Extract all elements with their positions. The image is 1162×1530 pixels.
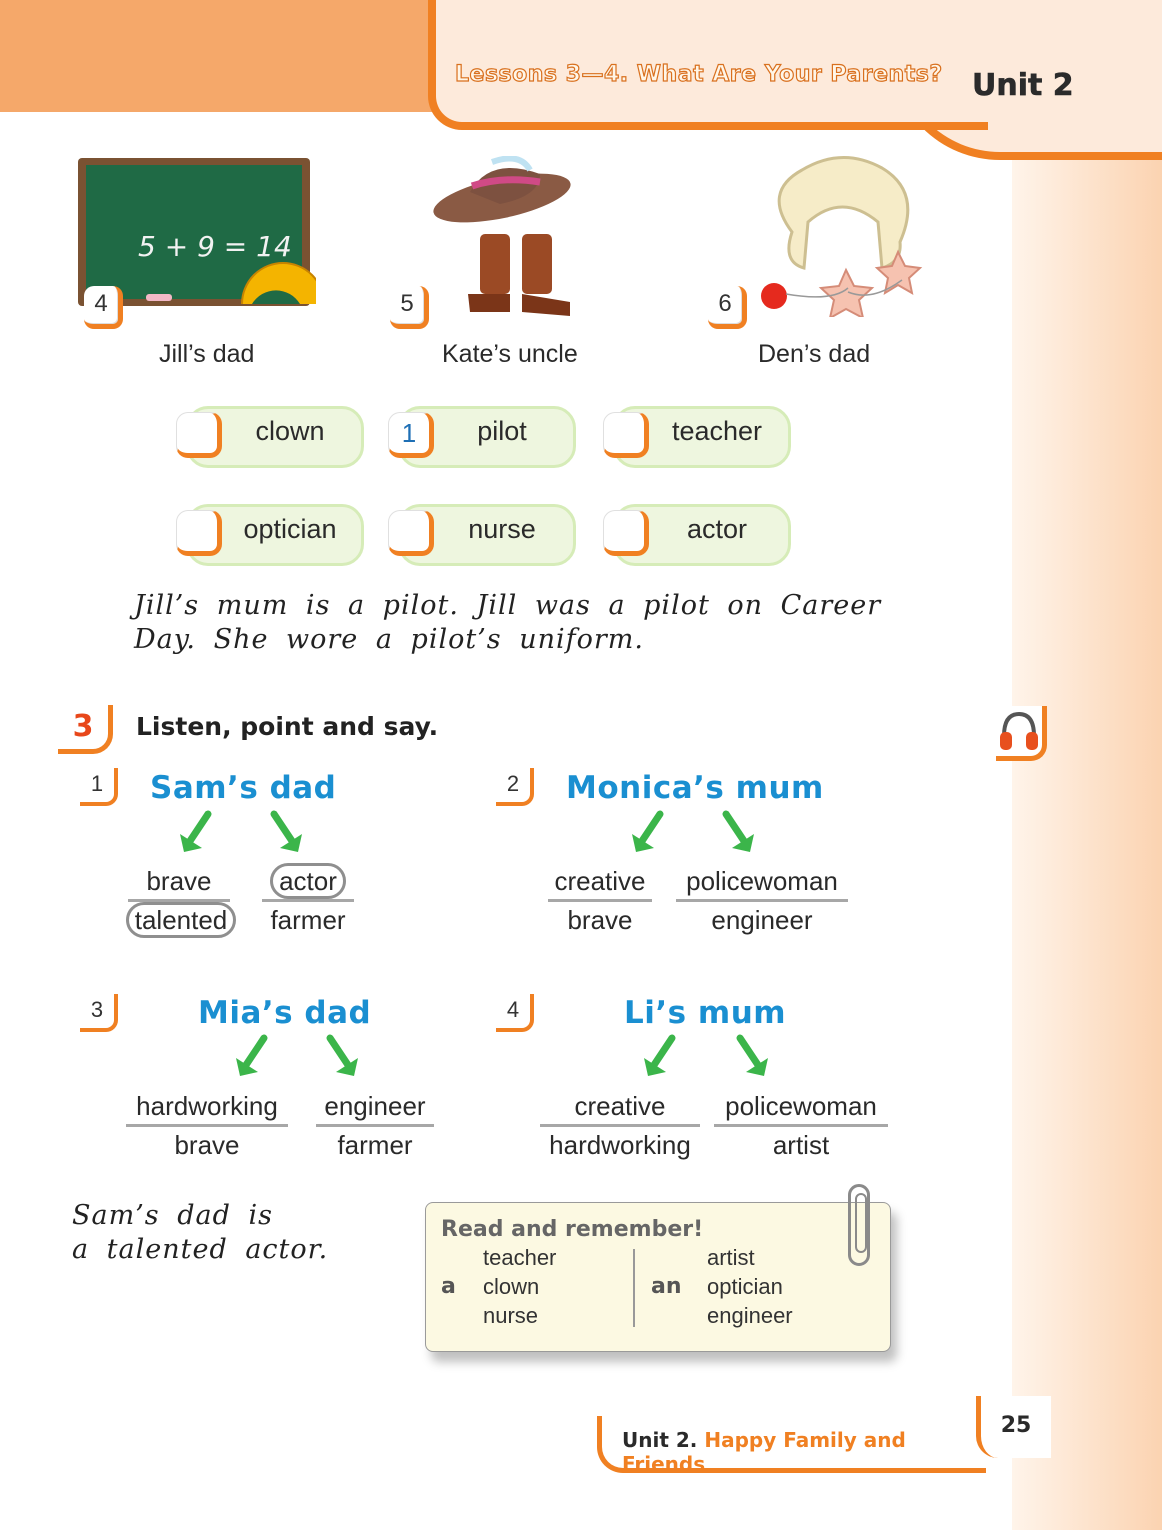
page-number: 25 [976, 1396, 1051, 1458]
option-top-right[interactable]: policewoman [676, 866, 848, 902]
option-circled: talented [126, 902, 237, 938]
exercise-instruction: Listen, point and say. [136, 712, 439, 741]
option-circled: actor [270, 863, 346, 899]
an-word: artist [707, 1245, 755, 1270]
arrow-down-left-icon [232, 1034, 272, 1080]
word-label: clown [255, 416, 325, 446]
option-bottom-right[interactable]: artist [772, 1130, 830, 1160]
arrow-down-right-icon [732, 1034, 772, 1080]
a-word: nurse [483, 1303, 539, 1328]
picture-caption: Jill’s dad [159, 340, 255, 368]
header-band [0, 0, 440, 112]
option-top-right[interactable]: policewoman [714, 1091, 888, 1127]
option-top-left[interactable]: hardworking [126, 1091, 288, 1127]
a-word: teacher [483, 1245, 557, 1270]
a-word-list [483, 1243, 556, 1330]
number-checkbox[interactable] [388, 510, 434, 556]
item-person: Monica’s mum [566, 770, 824, 806]
arrow-down-left-icon [640, 1034, 680, 1080]
lesson-title: Lessons 3—4. What Are Your Parents? [455, 62, 943, 87]
item-number: 2 [496, 768, 534, 806]
story-line-1: Jill’s mum is a pilot. Jill was a pilot on Career [134, 590, 882, 621]
number-checkbox[interactable] [176, 412, 222, 458]
clown-wig-icon [752, 152, 932, 317]
read-remember-box [425, 1202, 891, 1352]
item-number: 3 [80, 994, 118, 1032]
picture-number-badge: 5 [390, 286, 429, 329]
item-number: 1 [80, 768, 118, 806]
divider [633, 1249, 635, 1327]
item-number: 4 [496, 994, 534, 1032]
number-checkbox[interactable]: 1 [388, 412, 434, 458]
arrow-down-left-icon [176, 810, 216, 856]
story-line-2: Day. She wore a pilot’s uniform. [134, 624, 644, 655]
item-person: Li’s mum [624, 995, 787, 1031]
picture-number-badge: 6 [708, 286, 747, 329]
item-person: Sam’s dad [150, 770, 337, 806]
number-checkbox[interactable] [603, 510, 649, 556]
page-side-band [1012, 0, 1162, 1530]
headphones-icon [996, 706, 1042, 756]
cowboy-hat-boots-icon [430, 156, 580, 326]
picture-number-badge: 4 [84, 286, 123, 329]
item-person: Mia’s dad [198, 995, 372, 1031]
footer-title: Happy Family and Friends [622, 1428, 906, 1476]
option-bottom-right[interactable]: farmer [337, 1130, 413, 1160]
arrow-down-right-icon [266, 810, 306, 856]
arrow-down-right-icon [718, 810, 758, 856]
option-top-left[interactable]: creative [540, 1091, 700, 1127]
option-top-right[interactable] [262, 866, 354, 902]
footer [597, 1416, 986, 1476]
word-label: optician [243, 514, 337, 544]
a-word: clown [483, 1274, 540, 1299]
number-checkbox[interactable] [603, 412, 649, 458]
option-bottom-left[interactable]: brave [567, 905, 633, 935]
an-word-list [707, 1243, 793, 1330]
an-word: optician [707, 1274, 783, 1299]
audio-button[interactable] [996, 706, 1047, 761]
word-label: nurse [468, 514, 536, 544]
arrow-down-right-icon [322, 1034, 362, 1080]
example-line-2: a talented actor. [72, 1234, 329, 1265]
unit-label: Unit 2 [972, 68, 1074, 103]
read-remember-title: Read and remember! [441, 1217, 704, 1242]
option-top-right[interactable]: engineer [316, 1091, 434, 1127]
article-an: an [651, 1274, 682, 1299]
picture-caption: Den’s dad [758, 340, 871, 368]
option-bottom-left[interactable]: hardworking [549, 1130, 691, 1160]
option-bottom-left[interactable]: brave [174, 1130, 240, 1160]
option-top-left[interactable]: brave [128, 866, 230, 902]
an-word: engineer [707, 1303, 793, 1328]
article-a: a [441, 1274, 456, 1299]
arrow-down-left-icon [628, 810, 668, 856]
example-line-1: Sam’s dad is [72, 1200, 273, 1231]
option-top-left[interactable]: creative [548, 866, 652, 902]
word-label: teacher [671, 416, 763, 446]
option-bottom-left[interactable] [122, 905, 240, 936]
option-bottom-right[interactable]: farmer [270, 905, 346, 935]
picture-caption: Kate’s uncle [442, 340, 578, 368]
number-checkbox[interactable] [176, 510, 222, 556]
footer-unit: Unit 2. [622, 1428, 698, 1452]
word-label: pilot [477, 416, 527, 446]
footer-text [622, 1428, 986, 1476]
chalkboard-sum: 5 + 9 = 14 [138, 230, 292, 263]
option-bottom-right[interactable]: engineer [711, 905, 813, 935]
exercise-number: 3 [58, 705, 113, 754]
paperclip-icon [848, 1184, 870, 1266]
word-label: actor [686, 514, 748, 544]
